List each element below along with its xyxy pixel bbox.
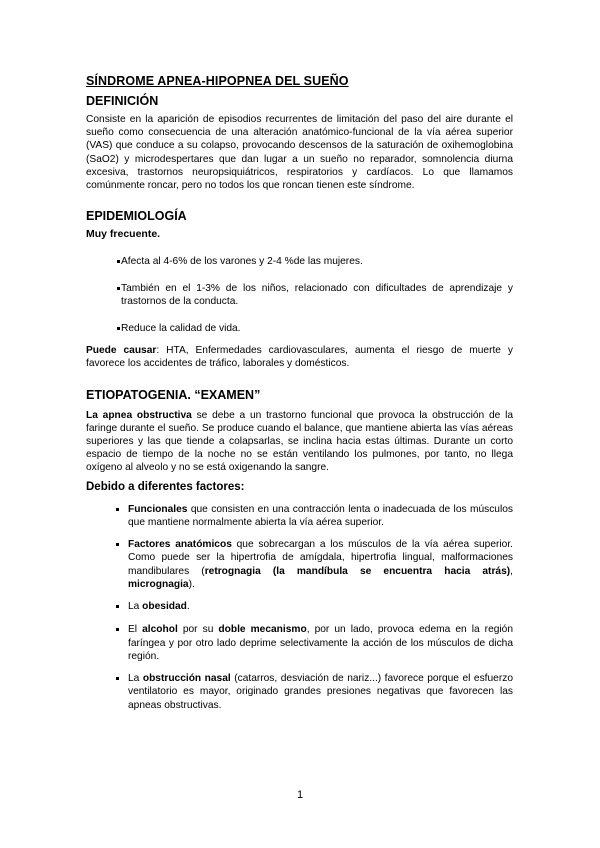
list-item: Funcionales que consisten en una contracción lenta o inadecuada de los músculos que mantiene normalmente abierta la vía aérea superior. — [86, 503, 513, 530]
list-item: El alcohol por su doble mecanismo, por un lado, provoca edema en la región faríngea y por otro lado deprime selectivamente la acción de los músculos de dicha región. — [86, 623, 513, 664]
list-item: También en el 1-3% de los niños, relacionado con dificultades de aprendizaje y trastornos de la conducta. — [86, 282, 513, 309]
puede-causar-paragraph: Puede causar: HTA, Enfermedades cardiovasculares, aumenta el riesgo de muerte y favorece los accidentes de tráfico, laborales y domésticos. — [86, 345, 513, 370]
list-item: Reduce la calidad de vida. — [86, 322, 513, 336]
bullet-icon — [116, 508, 119, 511]
list-item: Afecta al 4-6% de los varones y 2-4 %de las mujeres. — [86, 255, 513, 269]
document-title: SÍNDROME APNEA-HIPOPNEA DEL SUEÑO — [86, 74, 349, 88]
page-number: 1 — [296, 789, 304, 801]
puede-causar-label: Puede causar — [86, 345, 157, 357]
section-heading-etiopatogenia: ETIOPATOGENIA. “EXAMEN” — [86, 387, 261, 402]
list-item: La obesidad. — [86, 600, 513, 614]
definicion-paragraph: Consiste en la aparición de episodios recurrentes de limitación del paso del aire durante el sueño como consecuencia de una alteración anatómico-funcional de la vía aérea superior (VAS) que conduce a su colapso, provocando descensos de la saturación de oxihemoglobina (SaO2) y microdespertares que dan lugar a un sueño no reparador, somnolencia diurna excesiva, trastornos neuropsiquiátricos, respiratorios y cardíacos. Lo que llamamos comúnmente roncar, pero no todos los que roncan tienen este síndrome. — [86, 114, 513, 192]
bullet-icon — [116, 628, 119, 631]
bullet-icon — [116, 543, 119, 546]
epidemiologia-list — [86, 255, 513, 335]
list-item: Factores anatómicos que sobrecargan a los músculos de la vía aérea superior. Como puede ser la hipertrofia de amígdala, hipertrofia lingual, malformaciones mandibulares (retrognagia (la mandíbula se encuentra hacia atrás), micrognagia). — [86, 538, 513, 592]
factors-heading: Debido a diferentes factores: — [86, 480, 245, 493]
section-heading-epidemiologia: EPIDEMIOLOGÍA — [86, 209, 187, 224]
epidemiologia-subheading: Muy frecuente. — [86, 228, 161, 241]
document-page — [86, 74, 513, 720]
bullet-icon — [116, 605, 119, 608]
bullet-icon — [117, 327, 120, 330]
etiopatogenia-paragraph: La apnea obstructiva se debe a un trastorno funcional que provoca la obstrucción de la faringe durante el sueño. Se produce cuando el balance, que mantiene abierta las vías aéreas superiores y las que tiende a colapsarlas, se inclina hacia estas últimas. Durante un corto espacio de tiempo de la noche no se están ventilando los pulmones, por tanto, no llega oxígeno al alveolo y no se está oxigenando la sangre. — [86, 409, 513, 474]
section-heading-definicion: DEFINICIÓN — [86, 94, 159, 108]
bullet-icon — [117, 260, 120, 263]
list-item: La obstrucción nasal (catarros, desviación de nariz...) favorece porque el esfuerzo ventilatorio es mayor, originado grandes presiones negativas que favorecen las apneas obstructivas. — [86, 672, 513, 713]
bullet-icon — [117, 287, 120, 290]
factors-list — [86, 503, 513, 713]
bullet-icon — [116, 677, 119, 680]
